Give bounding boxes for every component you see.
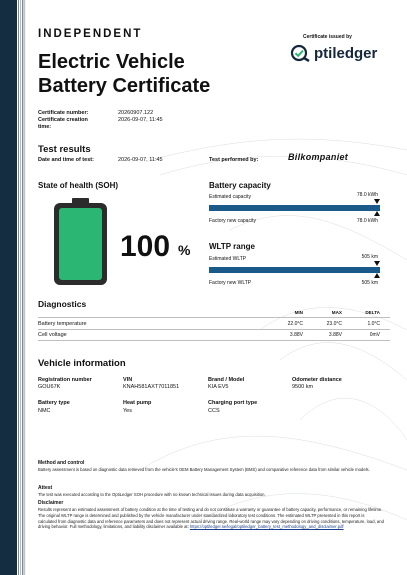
divider (38, 340, 390, 341)
brand-label: Brand / Model (208, 377, 245, 383)
divider (38, 329, 390, 330)
heat-pump-value: Yes (123, 408, 132, 414)
diag-cell-max: 3.88V (328, 332, 342, 338)
battery-fill (59, 208, 102, 280)
disclaimer-heading: Disclaimer (38, 500, 64, 506)
vin-label: VIN (123, 377, 133, 383)
triangle-marker-icon (374, 211, 380, 216)
estimated-wltp-value: 505 km (361, 254, 378, 260)
battery-capacity-heading: Battery capacity (209, 181, 271, 190)
capacity-bar (209, 205, 380, 211)
factory-wltp-value: 505 km (361, 280, 378, 286)
battery-icon (53, 198, 108, 291)
diag-col-delta: DELTA (365, 310, 380, 315)
odometer-value: 9500 km (292, 384, 314, 390)
brand-value: KIA EV5 (208, 384, 229, 390)
diag-cell-delta: 0mV (369, 332, 380, 338)
estimated-wltp-label: Estimated WLTP (209, 256, 247, 262)
test-datetime-value: 2026-09-07, 11:45 (118, 157, 163, 163)
performed-by-label: Test performed by: (209, 157, 259, 163)
charging-port-value: CCS (208, 408, 220, 414)
diag-row-label: Battery temperature (38, 321, 87, 327)
diag-cell-max: 23.0°C (326, 321, 342, 327)
triangle-marker-icon (374, 199, 380, 204)
magnifier-check-icon (290, 44, 312, 62)
vehicle-heading: Vehicle information (38, 358, 126, 369)
triangle-marker-icon (374, 273, 380, 278)
wltp-heading: WLTP range (209, 242, 255, 251)
diagnostics-heading: Diagnostics (38, 299, 87, 309)
attest-heading: Attest (38, 485, 53, 491)
diag-cell-delta: 1.0°C (367, 321, 380, 327)
method-heading: Method and control (38, 460, 85, 466)
divider (38, 317, 390, 318)
battery-type-value: NMC (38, 408, 51, 414)
method-text: Battery assessment is based on diagnostic data retrieved from the vehicle's OEM Battery Management System (BMS) and comparative reference data from similar vehicle models. (38, 467, 370, 472)
soh-unit: % (178, 242, 191, 258)
battery-type-label: Battery type (38, 400, 70, 406)
issued-by-label: Certificate issued by (303, 34, 352, 40)
factory-wltp-label: Factory new WLTP (209, 280, 252, 286)
disclaimer-link[interactable]: https://optiledger.se/legal/optiledger_battery_test_methodology_and_disclaimer.pdf (189, 524, 344, 530)
certificate-page (38, 0, 390, 575)
performed-by-value: Bilkompaniet (288, 152, 349, 162)
vin-value: KNAH581AXT7011851 (123, 384, 180, 390)
disclaimer-text: Results represent an estimated assessment of battery condition at the time of testing and do not constitute a warranty or guarantee of battery capacity, performance, or remaining lifetime. The original WLTP range is determined and published by the vehicle manufacturer under standardized laboratory test conditions. The estimated WLTP presented in this report is calculated from diagnostic data and reference parameters and does not represent actual driving range. Real-world range may vary depending on driving conditions, temperature, load, and driving behavior. Full methodology, limitations, and liability disclaimer available at: (38, 507, 384, 530)
diag-col-max: MAX (331, 310, 342, 315)
attest-text: The test was executed according to the OptiLedger SOH procedure with no known technical issues during data acquisition. (38, 492, 266, 497)
test-datetime-row (38, 157, 238, 163)
estimated-capacity-value: 78.0 kWh (356, 192, 378, 198)
page-title (38, 50, 258, 98)
registration-label: Registration number (38, 377, 92, 383)
factory-capacity-value: 78.0 kWh (356, 218, 378, 224)
test-datetime-label: Date and time of test: (38, 157, 94, 163)
diag-col-min: MIN (294, 310, 303, 315)
factory-capacity-label: Factory new capacity (209, 218, 256, 224)
test-results-heading: Test results (38, 144, 91, 155)
estimated-capacity-label: Estimated capacity (209, 194, 251, 200)
optiledger-logo (290, 44, 377, 62)
triangle-marker-icon (374, 261, 380, 266)
header-label: INDEPENDENT (38, 28, 143, 40)
certificate-number-label: Certificate number: (38, 110, 89, 116)
heat-pump-label: Heat pump (123, 400, 152, 406)
title-line-2: Battery Certificate (38, 75, 211, 97)
certificate-creation-row (38, 117, 238, 130)
diag-row-label: Cell voltage (38, 332, 67, 338)
certificate-creation-value: 2026-09-07, 11:45 (118, 117, 163, 123)
charging-port-label: Charging port type (208, 400, 258, 406)
odometer-label: Odometer distance (292, 377, 342, 383)
certificate-number-value: 20260907.122 (118, 110, 154, 116)
disclaimer-block (38, 507, 384, 530)
registration-value: GOU67K (38, 384, 61, 390)
soh-value: 100 (120, 230, 171, 263)
diag-cell-min: 3.88V (289, 332, 303, 338)
certificate-creation-label: Certificate creation time: (38, 117, 88, 130)
certificate-number-row (38, 110, 238, 116)
soh-heading: State of health (SOH) (38, 181, 119, 190)
wltp-bar (209, 267, 380, 273)
logo-wordmark: ptiledger (314, 44, 378, 62)
title-line-1: Electric Vehicle (38, 51, 185, 73)
diag-cell-min: 22.0°C (287, 321, 303, 327)
sidebar-band (0, 0, 17, 575)
barcode-stripes (17, 0, 27, 575)
